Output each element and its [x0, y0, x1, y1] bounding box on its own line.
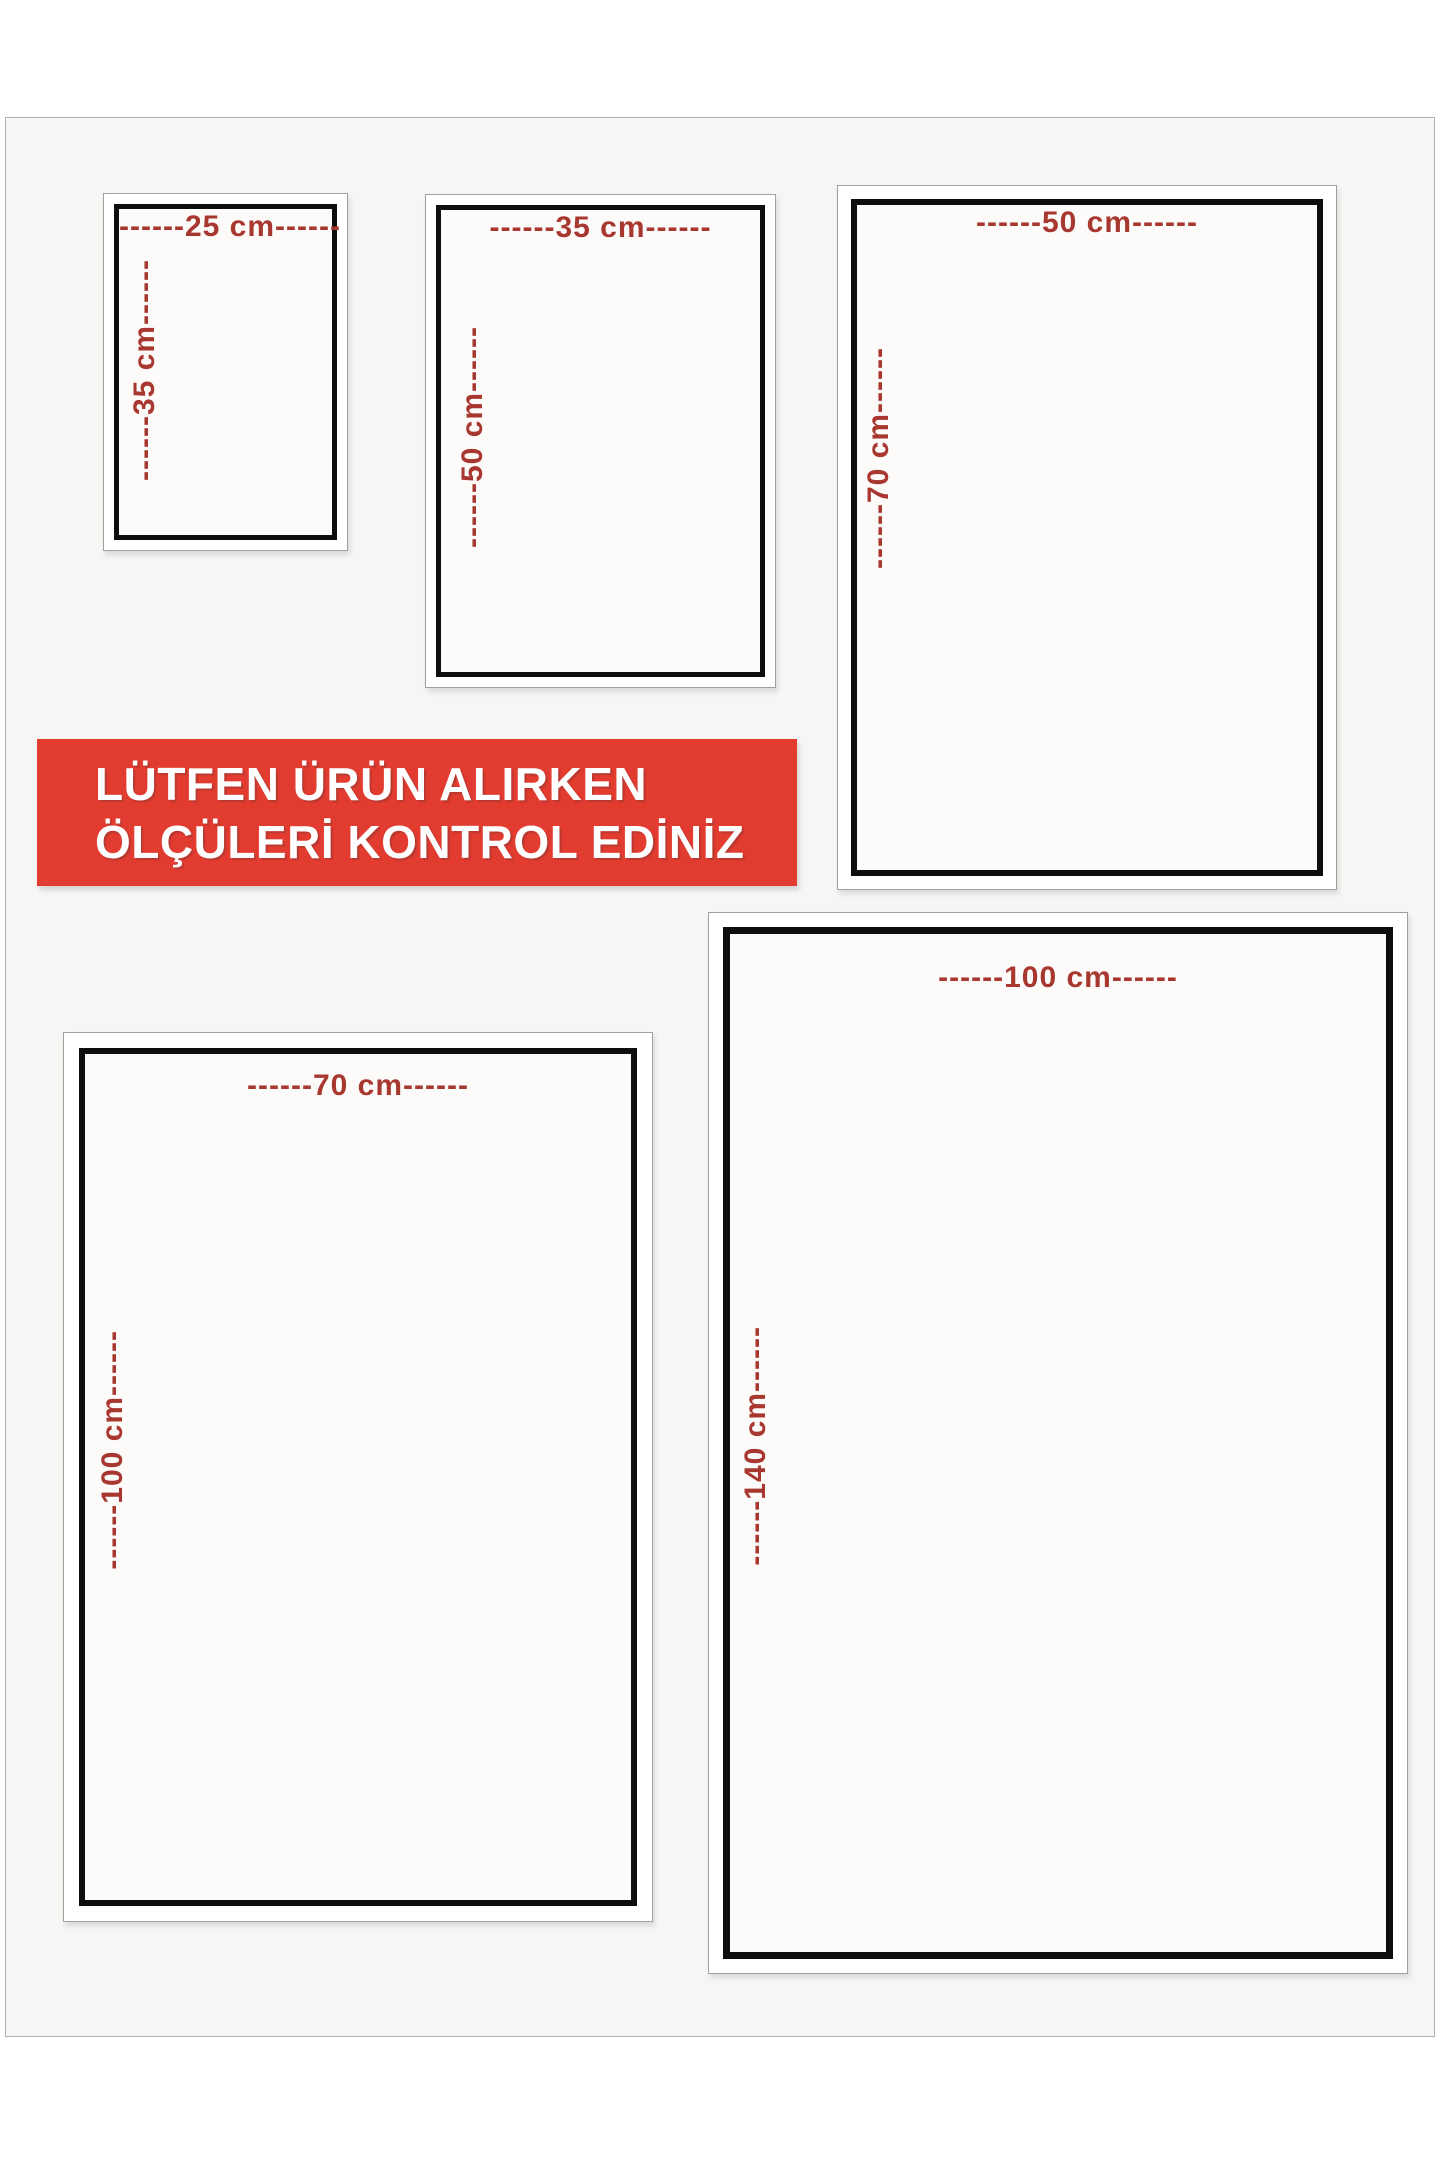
height-label-50cm: ------50 cm------: [456, 326, 489, 548]
size-box-70x100: [79, 1048, 637, 1906]
warning-line-1: LÜTFEN ÜRÜN ALIRKEN: [95, 758, 648, 810]
width-label-70cm: ------70 cm------: [247, 1069, 469, 1102]
size-box-35x50: [436, 205, 765, 677]
width-label-35cm: ------35 cm------: [489, 211, 712, 244]
height-label-140cm: ------140 cm------: [739, 1326, 772, 1566]
size-box-50x70: [851, 199, 1323, 876]
height-label-100cm: ------100 cm------: [96, 1330, 129, 1570]
width-label-25cm: ------25 cm------: [119, 210, 341, 243]
size-box-100x140: [723, 927, 1393, 1959]
width-label-50cm: ------50 cm------: [976, 206, 1198, 239]
height-label-70cm: ------70 cm------: [862, 347, 895, 569]
size-frame-70x100: [63, 1032, 653, 1922]
size-frame-25x35: [103, 193, 348, 551]
width-label-100cm: ------100 cm------: [938, 961, 1178, 994]
warning-line-2: ÖLÇÜLERİ KONTROL EDİNİZ: [95, 816, 745, 868]
warning-banner: [37, 739, 797, 886]
size-frame-50x70: [837, 185, 1337, 890]
size-frame-35x50: [425, 194, 776, 688]
size-box-25x35: [114, 204, 341, 540]
height-label-35cm: ------35 cm------: [128, 259, 161, 481]
size-frame-100x140: [708, 912, 1408, 1974]
